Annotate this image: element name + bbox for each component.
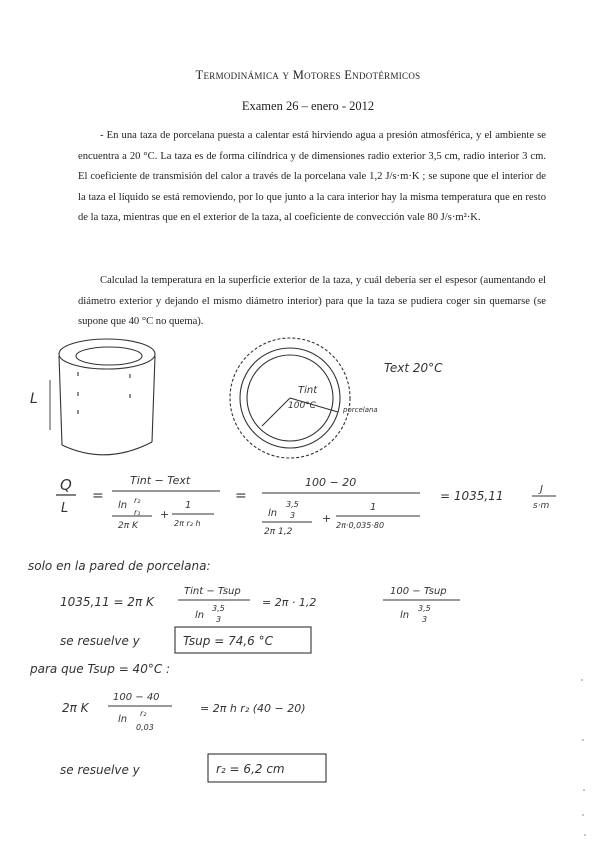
svg-text:100 − 40: 100 − 40 <box>113 692 160 703</box>
svg-text:ln: ln <box>195 610 205 621</box>
result-1: = 1035,11 <box>440 489 504 503</box>
svg-text:ln: ln <box>118 714 128 725</box>
svg-text:3: 3 <box>216 615 222 624</box>
tint-value: 100°C <box>288 401 316 411</box>
svg-text:3,5: 3,5 <box>212 604 225 613</box>
f2-num: 100 − 20 <box>305 476 357 489</box>
svg-text:2π 1,2: 2π 1,2 <box>264 527 293 537</box>
cross-section-sketch <box>230 338 350 458</box>
q-den: L <box>61 501 69 516</box>
page-title: Termodinámica y Motores Endotérmicos <box>195 68 421 82</box>
equation-1 <box>56 474 556 537</box>
svg-text:3: 3 <box>290 511 296 520</box>
length-label: L <box>30 391 38 407</box>
svg-text:3: 3 <box>422 615 428 624</box>
exam-date: Examen 26 – enero - 2012 <box>241 99 375 113</box>
problem-paragraph-1: - En una taza de porcelana puesta a calentar está hirviendo agua a presión atmosférica, y el ambiente se encuentra a 20 °C. La taza es de forma cilíndrica y de dimensiones radio exterior 3,5 cm, radio interior 3 cm. El coeficiente de transmisión del calor a través de la porcelana vale 1,2 J/s·m·K ; se supone que el interior de la taza el líquido se está removiendo, por lo que junto a la cara interior hay la misma temperatura que en resto de la taza, mientras que en el exterior de la taza, al coeficiente de convección vale 80 J/s·m²·K. <box>78 130 546 224</box>
equation-3 <box>62 692 306 732</box>
svg-text:ln: ln <box>118 500 128 511</box>
svg-text:s·m: s·m <box>533 501 550 511</box>
svg-text:+: + <box>322 512 332 525</box>
svg-text:2π r₂ h: 2π r₂ h <box>174 519 201 528</box>
svg-text:3,5: 3,5 <box>286 500 299 509</box>
svg-text:1: 1 <box>185 500 192 511</box>
svg-text:100 − Tsup: 100 − Tsup <box>390 586 447 597</box>
svg-text:= 2π h r₂ (40 − 20): = 2π h r₂ (40 − 20) <box>200 702 306 715</box>
svg-text:= 2π · 1,2: = 2π · 1,2 <box>262 596 317 609</box>
svg-text:ln: ln <box>268 508 278 519</box>
equation-2 <box>60 586 460 624</box>
svg-text:J: J <box>540 484 543 495</box>
svg-text:2π·0,035·80: 2π·0,035·80 <box>336 521 385 530</box>
se-resuelve-1: se resuelve y <box>60 634 140 648</box>
svg-text:r₁: r₁ <box>134 508 141 517</box>
svg-text:=: = <box>92 488 104 504</box>
svg-text:2π K: 2π K <box>118 521 138 531</box>
svg-text:3,5: 3,5 <box>418 604 431 613</box>
svg-text:+: + <box>160 508 170 521</box>
svg-text:r₂: r₂ <box>134 496 141 505</box>
condition-note: para que Tsup = 40°C : <box>30 662 171 676</box>
f1-num: Tint − Text <box>130 474 191 487</box>
svg-text:1: 1 <box>370 502 377 513</box>
svg-text:ln: ln <box>400 610 410 621</box>
q-num: Q <box>60 476 72 494</box>
svg-text:r₂: r₂ <box>140 709 147 718</box>
tint-label: Tint <box>298 385 318 396</box>
wall-note: solo en la pared de porcelana: <box>28 559 211 573</box>
answer-2: r₂ = 6,2 cm <box>216 762 285 776</box>
text-label: Text 20°C <box>384 361 443 375</box>
cylinder-sketch <box>50 339 155 455</box>
svg-text:1035,11 = 2π K: 1035,11 = 2π K <box>60 595 154 609</box>
svg-text:0,03: 0,03 <box>136 723 154 732</box>
side-label: porcelana <box>343 406 378 414</box>
svg-text:=: = <box>235 488 247 504</box>
answer-1: Tsup = 74,6 °C <box>183 634 273 648</box>
svg-text:Tint − Tsup: Tint − Tsup <box>184 586 241 597</box>
problem-paragraph-2: Calculad la temperatura en la superficie exterior de la taza, y cuál debería ser el espesor (aumentando el diámetro exterior y dejando el mismo diámetro interior) para que la taza se pudiera coger sin quemarse (se supone que 40 °C no quema). <box>78 275 546 328</box>
scan-specks <box>581 679 586 836</box>
svg-text:2π K: 2π K <box>62 701 89 715</box>
se-resuelve-2: se resuelve y <box>60 763 140 777</box>
